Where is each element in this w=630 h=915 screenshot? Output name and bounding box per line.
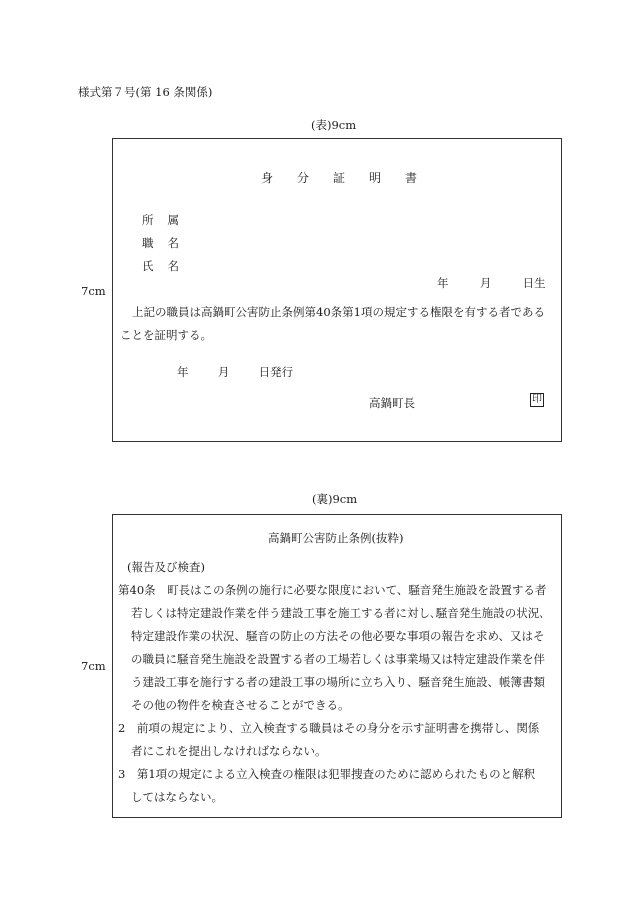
title-char: 明	[369, 171, 382, 185]
title-char: 証	[333, 171, 346, 185]
certification-text-line1: 上記の職員は高鍋町公害防止条例第40条第1項の規定する権限を有する者である	[132, 305, 545, 319]
identification-card-front	[112, 138, 562, 442]
title-char: 分	[297, 171, 310, 185]
birth-month-label: 月	[479, 276, 492, 290]
form-number: 様式第７号(第 16 条関係)	[78, 85, 213, 99]
section-heading: (報告及び検査)	[127, 560, 205, 574]
issue-day-label: 日発行	[258, 365, 294, 379]
field-affiliation-label	[142, 212, 179, 228]
birth-day-label: 日生	[522, 276, 546, 290]
article-line: う建設工事を施行する者の建設工事の場所に立ち入り、騒音発生施設、帳簿書類	[131, 675, 545, 689]
article-line: その他の物件を検査させることができる。	[131, 698, 350, 712]
front-side-label: (表)9cm	[311, 118, 357, 132]
item-line: 者にこれを提出しなければならない。	[131, 744, 327, 758]
item-line: 2 前項の規定により、立入検査する職員はその身分を示す証明書を携帯し、関係	[118, 721, 540, 735]
birth-date-line	[437, 275, 546, 291]
birth-year-label: 年	[437, 276, 449, 290]
article-line: 第40条 町長はこの条例の施行に必要な限度において、騒音発生施設を設置する者	[118, 583, 547, 597]
field-job-title-label	[142, 235, 179, 251]
label-char: 名	[167, 236, 179, 250]
label-char: 職	[142, 236, 154, 250]
front-height-label: 7cm	[81, 284, 106, 298]
back-height-label: 7cm	[81, 659, 106, 673]
label-char: 名	[167, 259, 179, 273]
back-side-label: (裏)9cm	[312, 492, 358, 506]
label-char: 氏	[142, 259, 154, 273]
issue-year-label: 年	[177, 365, 189, 379]
ordinance-title: 高鍋町公害防止条例(抜粋)	[268, 531, 404, 545]
title-char: 身	[261, 171, 274, 185]
article-line: の職員に騒音発生施設を設置する者の工場若しくは事業場又は特定建設作業を伴	[131, 652, 545, 666]
label-char: 属	[167, 213, 179, 227]
issuer-label: 高鍋町長	[369, 396, 415, 410]
item-line: 3 第1項の規定による立入検査の権限は犯罪捜査のために認められたものと解釈	[118, 767, 536, 781]
title-char: 書	[405, 171, 418, 185]
field-name-label	[142, 258, 179, 274]
seal-icon: 印	[532, 394, 542, 405]
label-char: 所	[142, 213, 154, 227]
identification-card-back	[112, 514, 562, 818]
issue-date-line	[177, 364, 293, 380]
article-line: 特定建設作業の状況、騒音の防止の方法その他必要な事項の報告を求め、又はそ	[131, 629, 545, 643]
certification-text-line2: ことを証明する。	[120, 328, 212, 342]
item-line: してはならない。	[131, 790, 223, 804]
article-line: 若しくは特定建設作業を伴う建設工事を施工する者に対し､騒音発生施設の状況､	[131, 606, 545, 620]
issue-month-label: 月	[217, 365, 230, 379]
